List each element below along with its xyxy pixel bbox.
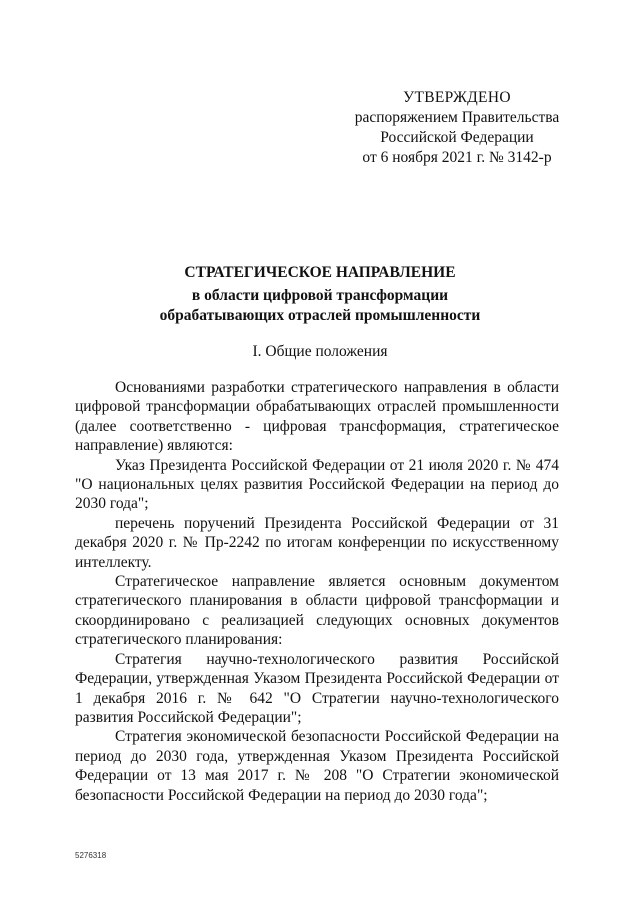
approval-date-number: от 6 ноября 2021 г. № 3142-р [362,149,552,166]
paragraph-economic-security-strategy: Стратегия экономической безопасности Российской Федерации на период до 2030 года, утвержденная Указом Президента Российской Федерации от 13 мая 2017 г. № 208 "О Стратегии экономической безопасности Российской Федерации на период до 2030 года"; [75,728,559,804]
approval-issuer: распоряжением Правительства [354,109,560,126]
document-body [75,378,559,805]
document-code: 5276318 [75,851,107,860]
document-subtitle-line-1: в области цифровой трансформации [191,287,449,304]
paragraph-instructions-list: перечень поручений Президента Российской Федерации от 31 декабря 2020 г. № Пр-2242 по итогам конференции по искусственному интеллекту. [75,514,559,571]
paragraph-basis: Основаниями разработки стратегического направления в области цифровой трансформации обрабатывающих отраслей промышленности (далее соответственно - цифровая трансформация, стратегическое направление) являются: [75,379,559,455]
paragraph-strategic-planning: Стратегическое направление является основным документом стратегического планирования в области цифровой трансформации и скоординировано с реализацией следующих основных документов стратегического планирования: [75,573,559,649]
document-subtitle [0,286,640,326]
approval-title: УТВЕРЖДЕНО [403,89,511,106]
paragraph-decree-474: Указ Президента Российской Федерации от 21 июля 2020 г. № 474 "О национальных целях развития Российской Федерации на период до 2030 года"; [75,456,559,513]
document-subtitle-line-2: обрабатывающих отраслей промышленности [159,307,481,324]
document-title: СТРАТЕГИЧЕСКОЕ НАПРАВЛЕНИЕ [184,264,456,281]
approval-authority: Российской Федерации [380,129,534,146]
paragraph-science-tech-strategy: Стратегия научно-технологического развития Российской Федерации, утвержденная Указом Президента Российской Федерации от 1 декабря 2016 г. № 642 "О Стратегии научно-технологического развития Российской Федерации"; [75,650,559,726]
section-heading: I. Общие положения [252,343,388,360]
approval-stamp [352,88,562,168]
